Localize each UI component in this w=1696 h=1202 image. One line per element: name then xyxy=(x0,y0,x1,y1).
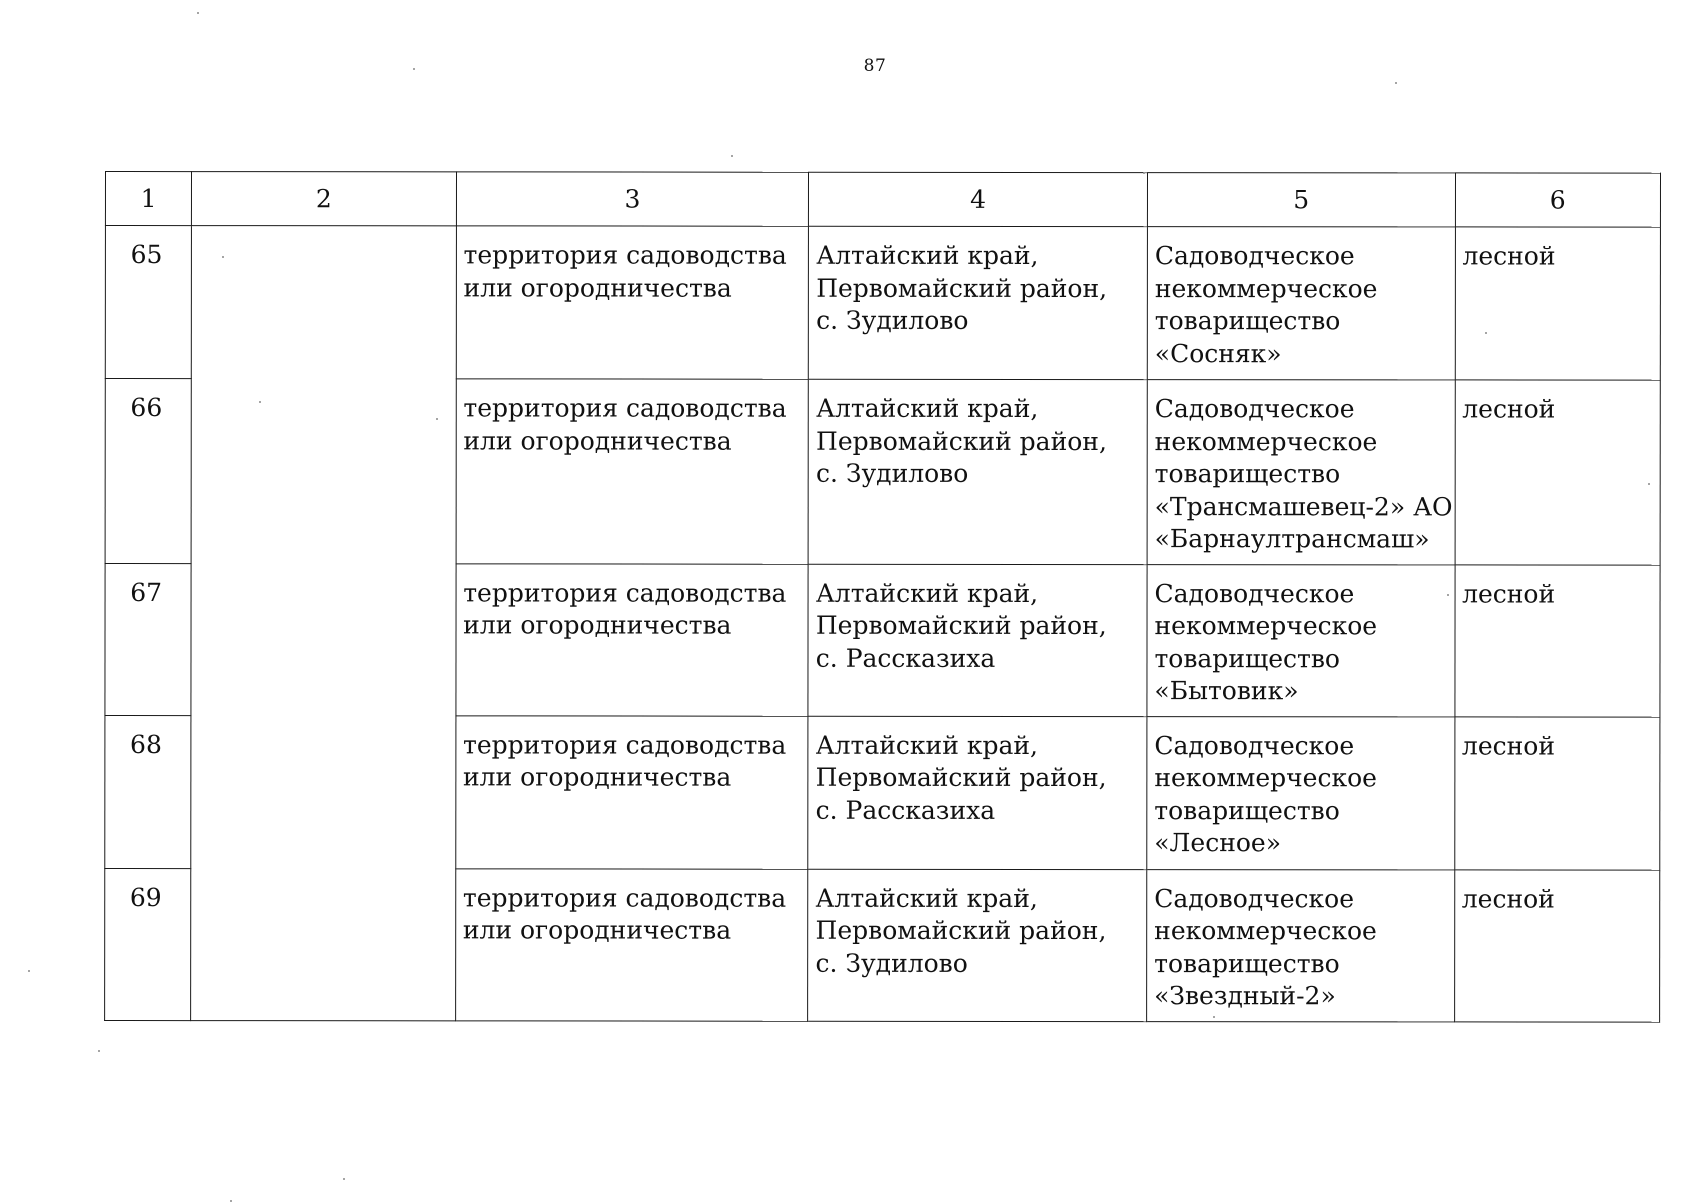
column-header-4: 4 xyxy=(809,172,1148,226)
organization-cell xyxy=(1147,227,1455,380)
location-line: Первомайский район, xyxy=(816,426,1107,456)
row-number: 67 xyxy=(105,563,191,715)
organization-line: «Сосняк» xyxy=(1154,338,1282,368)
territory-type-cell xyxy=(456,379,809,564)
location-line: Алтайский край, xyxy=(816,393,1039,423)
location-line: Первомайский район, xyxy=(815,610,1107,641)
table-row xyxy=(105,226,1660,381)
organization-line: некоммерческое xyxy=(1154,763,1377,793)
organization-line: некоммерческое xyxy=(1154,426,1378,456)
organization-line: Садоводческое xyxy=(1154,730,1355,760)
organization-line: «Трансмашевец-2» АО xyxy=(1154,491,1453,521)
location-line: Алтайский край, xyxy=(815,578,1039,608)
scan-speck xyxy=(28,970,30,972)
scan-speck xyxy=(98,1050,100,1052)
location-line: Алтайский край, xyxy=(815,883,1038,913)
land-category-cell: лесной xyxy=(1455,227,1661,380)
column-header-6: 6 xyxy=(1455,173,1661,227)
location-line: с. Зудилово xyxy=(815,948,968,978)
organization-line: Садоводческое xyxy=(1154,241,1355,271)
organization-line: «Лесное» xyxy=(1154,828,1282,858)
organization-line: «Бытовик» xyxy=(1154,676,1299,706)
location-line: с. Рассказиха xyxy=(815,795,996,825)
column-header-3: 3 xyxy=(456,172,809,226)
land-category-cell: лесной xyxy=(1454,716,1660,869)
organization-line: Садоводческое xyxy=(1154,394,1355,424)
organization-line: товарищество xyxy=(1154,459,1341,489)
organization-line: некоммерческое xyxy=(1154,916,1377,946)
territory-type-cell xyxy=(455,868,808,1020)
scan-speck xyxy=(436,418,438,420)
land-category-cell: лесной xyxy=(1455,380,1661,565)
territory-type-line: территория садоводства xyxy=(463,729,787,760)
scan-speck xyxy=(259,401,261,403)
location-line: с. Зудилово xyxy=(815,458,969,488)
territory-type-cell xyxy=(456,226,809,379)
table-header-row xyxy=(105,172,1660,228)
organization-line: товарищество xyxy=(1154,795,1340,825)
location-line: Первомайский район, xyxy=(815,762,1107,793)
territory-type-line: или огородничества xyxy=(463,425,732,456)
location-line: Алтайский край, xyxy=(816,240,1039,270)
territory-type-cell xyxy=(456,563,809,715)
territory-type-line: территория садоводства xyxy=(463,577,787,608)
location-cell xyxy=(809,226,1148,379)
merged-empty-cell xyxy=(191,226,456,1021)
territory-type-line: или огородничества xyxy=(463,610,732,640)
location-line: Первомайский район, xyxy=(816,273,1108,303)
row-number: 65 xyxy=(105,226,191,379)
location-cell xyxy=(808,379,1147,564)
scan-speck xyxy=(343,1178,345,1180)
scan-speck xyxy=(731,155,733,157)
land-category-cell: лесной xyxy=(1454,564,1660,716)
organization-cell xyxy=(1147,380,1455,565)
territory-type-line: или огородничества xyxy=(463,272,732,303)
scan-speck xyxy=(197,12,199,14)
location-line: Первомайский район, xyxy=(815,915,1107,946)
scan-speck xyxy=(1143,172,1145,174)
organization-line: Садоводческое xyxy=(1154,578,1355,608)
scan-speck xyxy=(413,68,415,70)
scan-speck xyxy=(1213,1016,1215,1018)
territory-type-line: или огородничества xyxy=(462,915,732,945)
row-number: 69 xyxy=(105,868,191,1020)
scan-speck xyxy=(1485,332,1487,334)
location-cell xyxy=(808,869,1147,1021)
row-number: 66 xyxy=(105,379,191,564)
location-line: Алтайский край, xyxy=(815,730,1039,760)
territory-type-line: территория садоводства xyxy=(462,882,787,913)
location-line: с. Рассказиха xyxy=(815,643,996,673)
organization-line: «Барнаултрансмаш» xyxy=(1154,524,1430,554)
organization-line: товарищество xyxy=(1154,306,1341,336)
organization-line: «Звездный-2» xyxy=(1154,981,1336,1011)
location-cell xyxy=(808,564,1147,716)
organization-cell xyxy=(1147,564,1455,716)
organization-line: некоммерческое xyxy=(1154,273,1378,303)
location-line: с. Зудилово xyxy=(816,305,969,335)
column-header-2: 2 xyxy=(192,172,457,226)
scan-speck xyxy=(1648,483,1650,485)
page-number: 87 xyxy=(863,56,887,76)
organization-cell xyxy=(1147,869,1455,1021)
territory-type-line: территория садоводства xyxy=(463,240,787,270)
territory-type-line: территория садоводства xyxy=(463,393,787,423)
location-cell xyxy=(808,716,1147,869)
row-number: 68 xyxy=(105,715,191,868)
territory-type-cell xyxy=(455,715,808,868)
territory-type-line: или огородничества xyxy=(463,762,732,792)
scan-speck xyxy=(222,256,224,258)
data-table xyxy=(104,171,1661,1022)
organization-line: некоммерческое xyxy=(1154,611,1378,641)
scan-speck xyxy=(1395,82,1397,84)
land-category-cell: лесной xyxy=(1454,869,1660,1021)
organization-cell xyxy=(1147,716,1455,869)
column-header-1: 1 xyxy=(105,172,191,226)
scan-speck xyxy=(1447,594,1449,596)
column-header-5: 5 xyxy=(1147,173,1455,227)
organization-line: товарищество xyxy=(1154,948,1340,978)
organization-line: товарищество xyxy=(1154,643,1341,673)
organization-line: Садоводческое xyxy=(1154,883,1355,913)
